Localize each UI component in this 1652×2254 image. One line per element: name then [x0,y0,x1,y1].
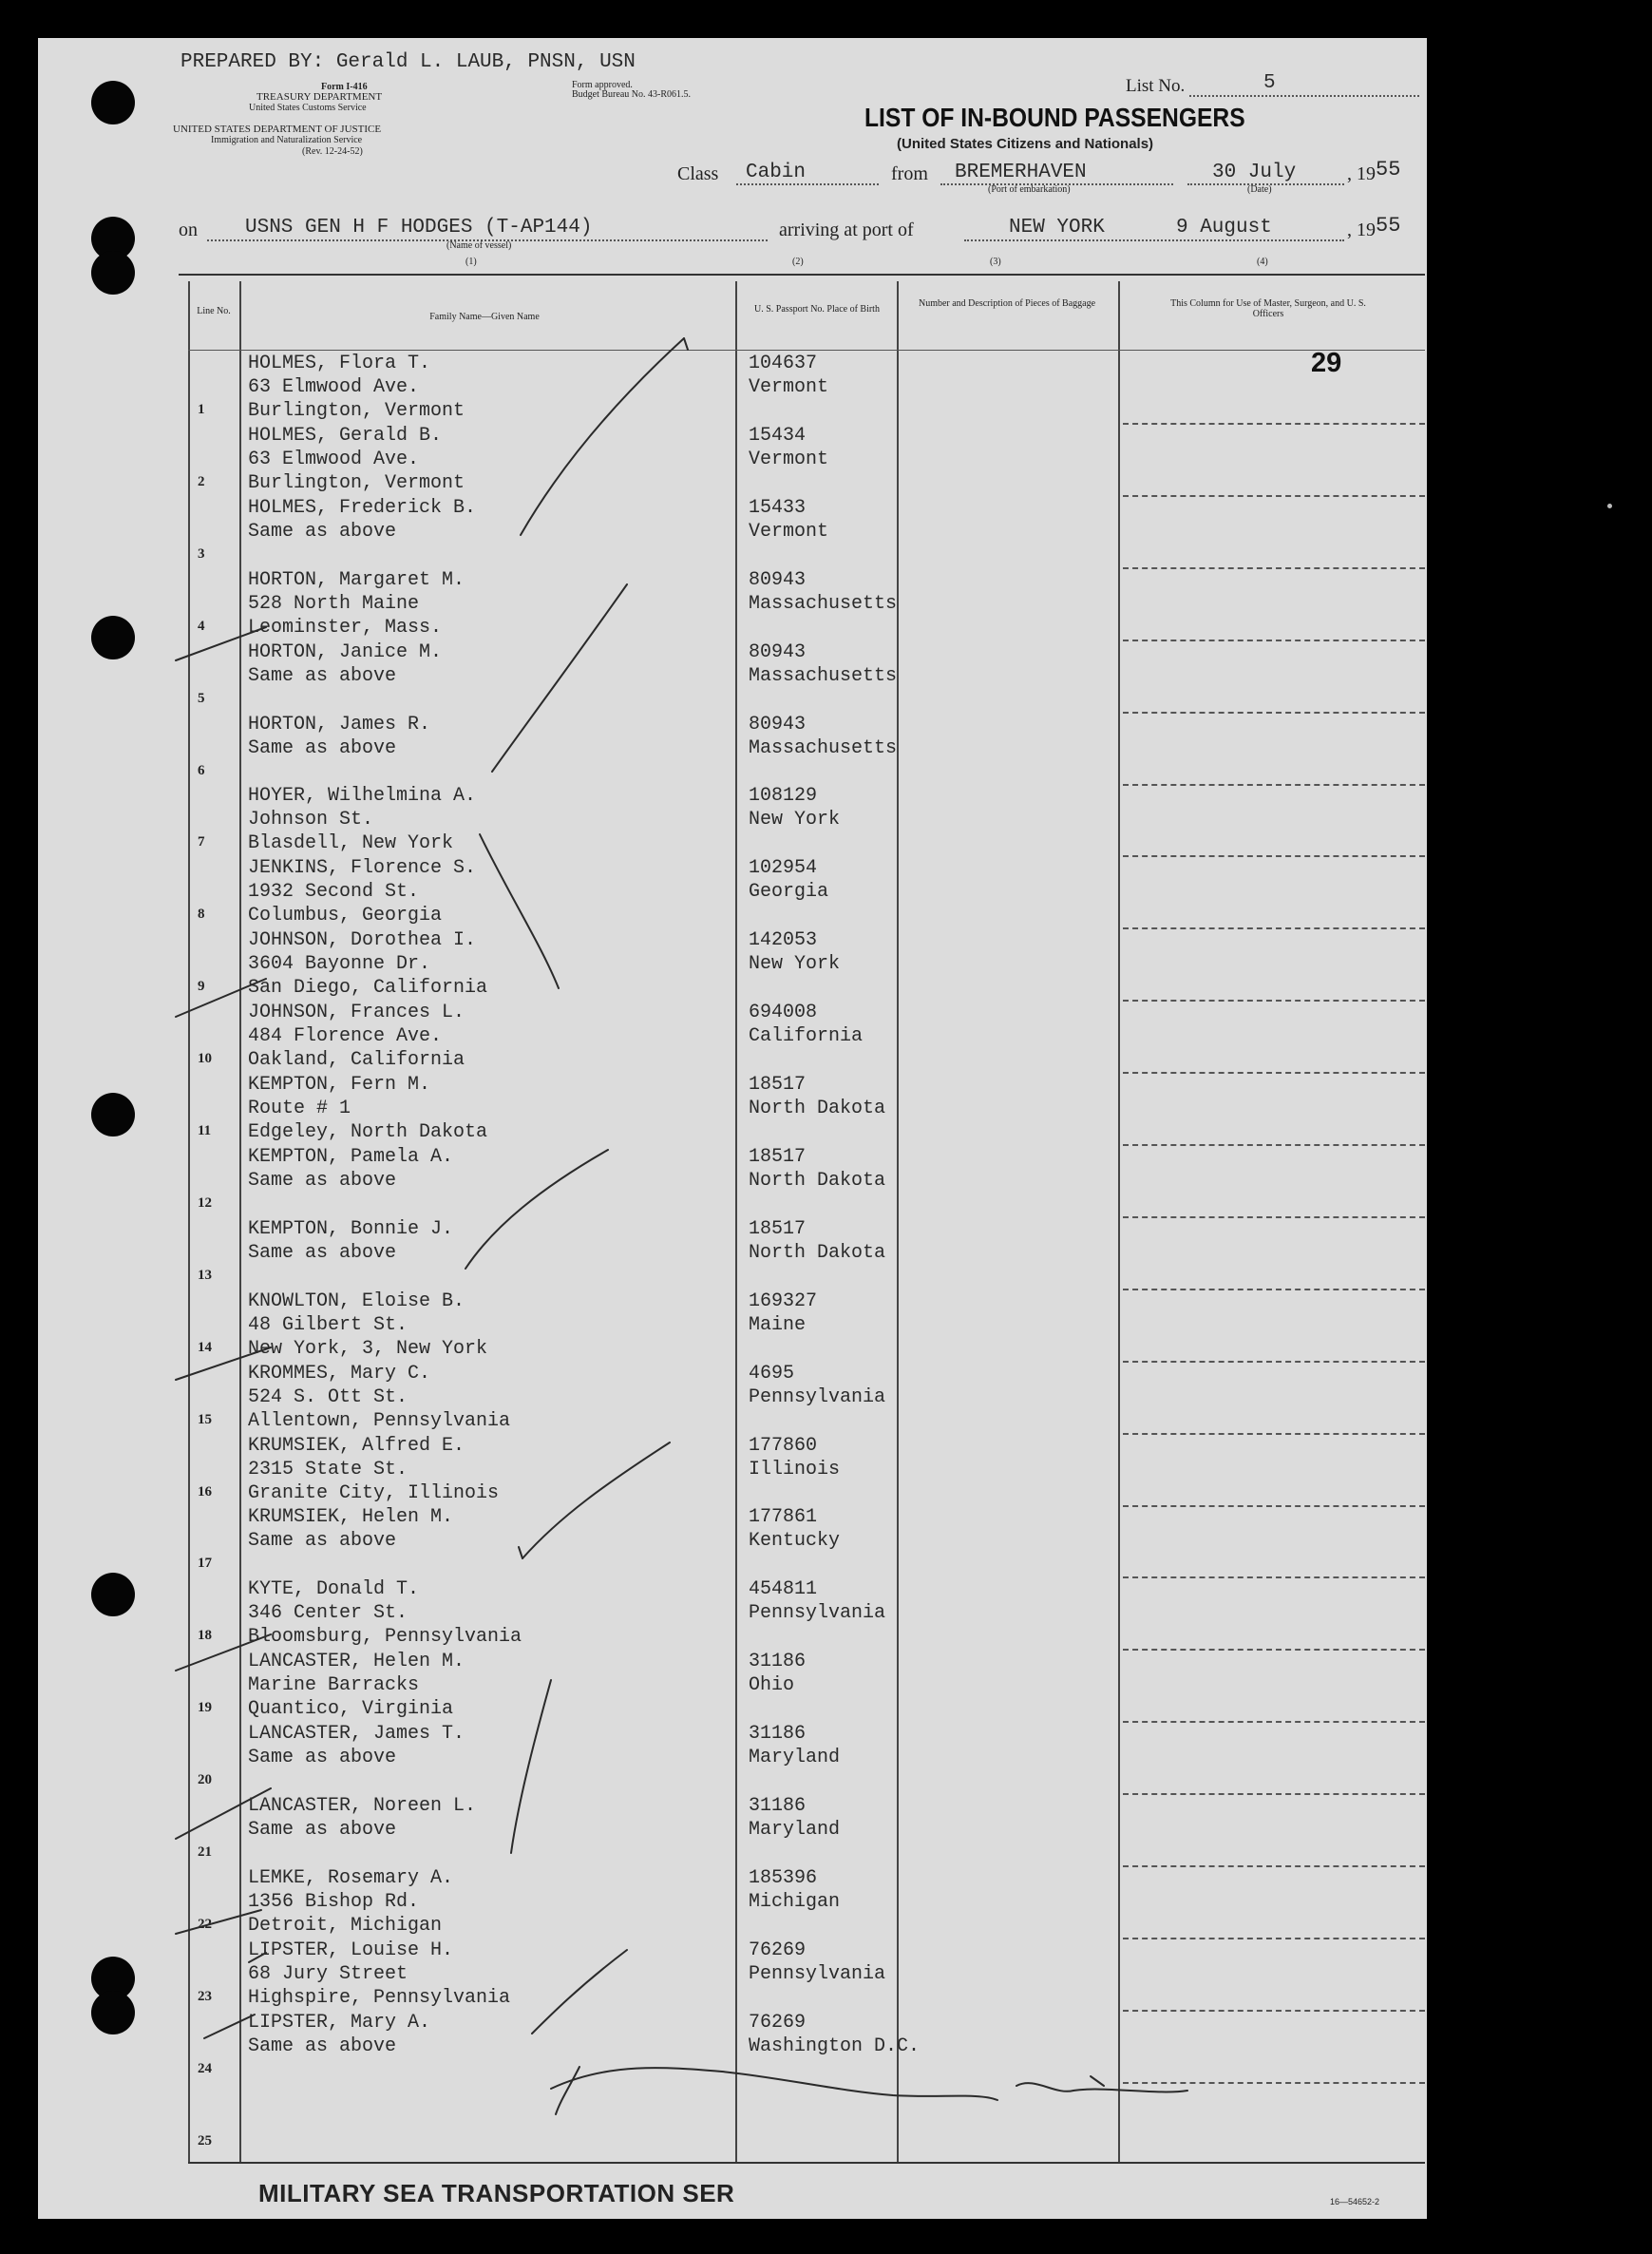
place-of-birth: North Dakota [749,1241,886,1264]
passenger-name: JENKINS, Florence S. [248,857,477,880]
line-number: 23 [198,1988,212,2004]
line-number: 15 [198,1411,212,1427]
passenger-city: Columbus, Georgia [248,905,443,927]
passenger-city: Quantico, Virginia [248,1698,454,1721]
passport-number: 76269 [749,1939,807,1961]
place-of-birth: Pennsylvania [749,1602,886,1625]
passenger-city: Detroit, Michigan [248,1914,443,1937]
dept-justice: UNITED STATES DEPARTMENT OF JUSTICE [173,124,382,135]
passenger-street: 346 Center St. [248,1602,408,1625]
line-number: 11 [198,1123,212,1138]
place-of-birth: Illinois [749,1458,841,1480]
line-number: 7 [198,834,205,850]
passenger-street: 524 S. Ott St. [248,1385,408,1408]
passenger-name: LANCASTER, Helen M. [248,1651,465,1673]
line-number: 21 [198,1844,212,1860]
passenger-name: HORTON, Janice M. [248,640,443,663]
passport-number: 104637 [749,353,818,374]
passenger-name: HORTON, Margaret M. [248,568,465,591]
passenger-city: Allentown, Pennsylvania [248,1409,511,1432]
passport-number: 15433 [749,496,807,519]
footer-stamp: MILITARY SEA TRANSPORTATION SER [258,2179,735,2207]
passenger-name: KROMMES, Mary C. [248,1362,431,1385]
passenger-city: Burlington, Vermont [248,400,465,422]
passenger-name: HOYER, Wilhelmina A. [248,785,477,808]
from-label: from [891,163,928,184]
passenger-street: 484 Florence Ave. [248,1025,443,1048]
passport-number: 31186 [749,1795,807,1817]
passenger-city: New York, 3, New York [248,1337,488,1360]
passport-number: 108129 [749,785,818,808]
passport-number: 76269 [749,2011,807,2034]
passport-number: 4695 [749,1362,795,1385]
place-of-birth: Maine [749,1313,807,1336]
year-1: 55 [1376,158,1401,181]
passenger-street: 68 Jury Street [248,1962,408,1985]
passenger-street: Marine Barracks [248,1674,420,1697]
passenger-name: LIPSTER, Mary A. [248,2011,431,2034]
line-number: 1 [198,402,205,417]
col-index-2: (2) [792,257,804,267]
line-number: 20 [198,1772,212,1788]
line-number: 6 [198,762,205,778]
passenger-street: Same as above [248,736,397,759]
form-number: Form I-416 [321,82,368,92]
passenger-name: LANCASTER, Noreen L. [248,1795,477,1817]
line-number: 4 [198,618,205,634]
arrival-port: NEW YORK [1009,217,1105,239]
passenger-name: LIPSTER, Louise H. [248,1939,454,1961]
passport-number: 31186 [749,1651,807,1673]
passport-number: 80943 [749,640,807,663]
col-header-baggage: Number and Description of Pieces of Baggage [918,298,1096,309]
passenger-name: KEMPTON, Bonnie J. [248,1217,454,1240]
passport-number: 177860 [749,1434,818,1457]
passenger-city: Burlington, Vermont [248,471,465,494]
passenger-street: Same as above [248,1169,397,1192]
line-number: 2 [198,473,205,489]
passenger-street: 63 Elmwood Ave. [248,448,420,470]
class-value: Cabin [746,162,807,183]
passenger-street: Same as above [248,1819,397,1841]
place-of-birth: Pennsylvania [749,1385,886,1408]
year-prefix-2: , 19 [1347,220,1376,240]
passenger-name: HOLMES, Gerald B. [248,424,443,447]
embark-caption: (Port of embarkation) [988,184,1071,195]
passport-number: 169327 [749,1289,818,1312]
passenger-name: KEMPTON, Pamela A. [248,1145,454,1168]
passenger-city: Highspire, Pennsylvania [248,1986,511,2009]
passport-number: 694008 [749,1002,818,1024]
passenger-street: 63 Elmwood Ave. [248,376,420,398]
passenger-street: 1356 Bishop Rd. [248,1890,420,1913]
place-of-birth: Ohio [749,1674,795,1697]
passenger-name: KRUMSIEK, Helen M. [248,1506,454,1529]
list-no-value: 5 [1263,72,1276,94]
line-number: 16 [198,1483,212,1499]
passport-number: 454811 [749,1578,818,1601]
officer-count: 29 [1311,348,1342,378]
line-number: 9 [198,979,205,995]
class-label: Class [677,163,719,184]
place-of-birth: Kentucky [749,1530,841,1553]
vessel-name: USNS GEN H F HODGES (T-AP144) [245,217,593,239]
place-of-birth: Massachusetts [749,664,898,687]
passport-number: 177861 [749,1506,818,1529]
place-of-birth: Washington D.C. [749,2034,921,2057]
departure-date: 30 July [1212,162,1297,183]
line-number: 3 [198,545,205,562]
form-subtitle: (United States Citizens and Nationals) [897,136,1154,152]
place-of-birth: Georgia [749,881,829,904]
arriving-label: arriving at port of [779,220,914,240]
col-index-4: (4) [1257,257,1268,267]
passenger-street: 2315 State St. [248,1458,408,1480]
revision: (Rev. 12-24-52) [302,146,363,157]
col-header-name: Family Name—Given Name [429,312,540,322]
list-no-label: List No. [1126,76,1186,96]
passport-number: 18517 [749,1074,807,1096]
arrival-date: 9 August [1176,217,1272,239]
place-of-birth: New York [749,953,841,976]
form-title: LIST OF IN-BOUND PASSENGERS [864,103,1245,132]
line-number: 13 [198,1267,212,1283]
col-index-3: (3) [990,257,1001,267]
passport-number: 80943 [749,713,807,735]
place-of-birth: Vermont [749,448,829,470]
passenger-city: San Diego, California [248,977,488,1000]
passenger-street: 3604 Bayonne Dr. [248,953,431,976]
place-of-birth: New York [749,809,841,831]
line-number: 19 [198,1700,212,1716]
passenger-city: Edgeley, North Dakota [248,1121,488,1143]
year-prefix-1: , 19 [1347,163,1376,184]
col-index-1: (1) [465,257,477,267]
dept-treasury: TREASURY DEPARTMENT [256,91,383,103]
passenger-name: HOLMES, Frederick B. [248,496,477,519]
passenger-street: 528 North Maine [248,592,420,615]
line-number: 14 [198,1339,212,1355]
passenger-street: 48 Gilbert St. [248,1313,408,1336]
passport-number: 15434 [749,424,807,447]
line-number: 25 [198,2132,212,2149]
line-number: 18 [198,1628,212,1644]
place-of-birth: North Dakota [749,1098,886,1119]
passenger-street: 1932 Second St. [248,881,420,904]
col-header-line-no: Line No. [197,306,231,316]
passenger-street: Route # 1 [248,1098,351,1119]
on-label: on [179,220,198,240]
passenger-name: KRUMSIEK, Alfred E. [248,1434,465,1457]
passenger-name: JOHNSON, Frances L. [248,1002,465,1024]
line-number: 17 [198,1556,212,1572]
place-of-birth: Massachusetts [749,592,898,615]
passport-number: 31186 [749,1723,807,1746]
form-approved: Form approved. [572,80,633,90]
passenger-street: Same as above [248,520,397,543]
passport-number: 185396 [749,1866,818,1889]
year-2: 55 [1376,214,1401,238]
place-of-birth: Pennsylvania [749,1962,886,1985]
passenger-city: Granite City, Illinois [248,1481,500,1504]
passenger-street: Same as above [248,1530,397,1553]
passenger-name: LANCASTER, James T. [248,1723,465,1746]
budget-bureau: Budget Bureau No. 43-R061.5. [572,89,691,100]
date-caption: (Date) [1247,184,1272,195]
passenger-name: KEMPTON, Fern M. [248,1074,431,1096]
line-number: 22 [198,1916,212,1932]
place-of-birth: California [749,1025,864,1048]
place-of-birth: North Dakota [749,1169,886,1192]
passenger-city: Oakland, California [248,1049,465,1072]
passport-number: 102954 [749,857,818,880]
passenger-name: JOHNSON, Dorothea I. [248,929,477,952]
passenger-street: Johnson St. [248,809,374,831]
footer-form-code: 16—54652-2 [1330,2197,1380,2206]
place-of-birth: Maryland [749,1747,841,1769]
place-of-birth: Vermont [749,520,829,543]
dept-customs: United States Customs Service [249,103,367,113]
place-of-birth: Maryland [749,1819,841,1841]
passenger-name: HORTON, James R. [248,713,431,735]
from-value: BREMERHAVEN [955,162,1087,183]
vessel-caption: (Name of vessel) [446,240,512,251]
passenger-city: Leominster, Mass. [248,616,443,639]
place-of-birth: Massachusetts [749,736,898,759]
passenger-street: Same as above [248,1747,397,1769]
line-number: 8 [198,907,205,923]
col-header-officers: This Column for Use of Master, Surgeon, and U. S. Officers [1170,298,1366,319]
passport-number: 142053 [749,929,818,952]
passenger-name: HOLMES, Flora T. [248,353,431,374]
passenger-name: KNOWLTON, Eloise B. [248,1289,465,1312]
passenger-name: KYTE, Donald T. [248,1578,420,1601]
passport-number: 18517 [749,1145,807,1168]
passenger-street: Same as above [248,2034,397,2057]
col-header-passport: U. S. Passport No. Place of Birth [754,304,880,315]
passport-number: 80943 [749,568,807,591]
passenger-name: LEMKE, Rosemary A. [248,1866,454,1889]
passenger-street: Same as above [248,1241,397,1264]
line-number: 10 [198,1051,212,1067]
prepared-by: PREPARED BY: Gerald L. LAUB, PNSN, USN [180,51,636,73]
line-number: 24 [198,2060,212,2076]
place-of-birth: Vermont [749,376,829,398]
line-number: 5 [198,690,205,706]
passenger-street: Same as above [248,664,397,687]
place-of-birth: Michigan [749,1890,841,1913]
passport-number: 18517 [749,1217,807,1240]
passenger-city: Bloomsburg, Pennsylvania [248,1626,522,1649]
dept-immigration: Immigration and Naturalization Service [211,135,363,145]
line-number: 12 [198,1194,212,1211]
passenger-city: Blasdell, New York [248,832,454,855]
